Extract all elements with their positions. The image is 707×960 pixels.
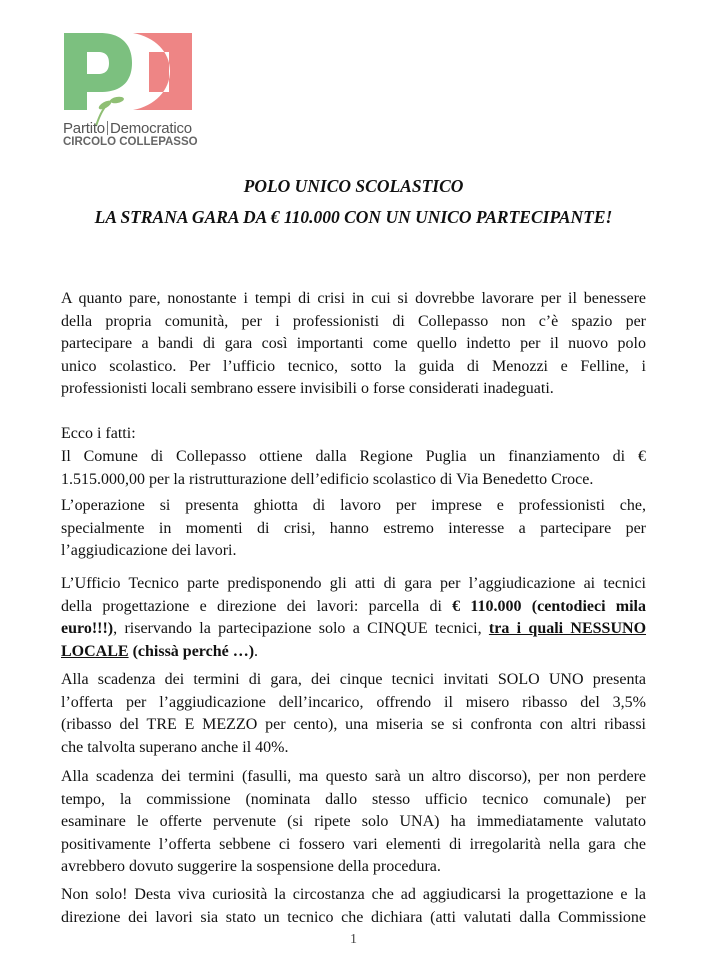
paragraph-financing <box>61 446 646 491</box>
text-line: l’offerta per l’aggiudicazione dell’incarico, offrendo il misero ribasso del 3,5% <box>61 693 646 711</box>
text-line: specialmente in momenti di crisi, hanno estremo interesse a partecipare per <box>61 519 646 537</box>
logo-party-name <box>63 120 192 137</box>
paragraph-operation <box>61 495 646 563</box>
text-line: L’operazione si presenta ghiotta di lavoro per imprese e professionisti che, <box>61 497 646 514</box>
text-line: della propria comunità, per i professionisti di Collepasso non c’è spazio per <box>61 312 646 330</box>
logo-party-name-2: Democratico <box>109 120 192 137</box>
text-line <box>61 596 646 619</box>
paragraph-intro <box>61 288 646 401</box>
logo-circle-name: CIRCOLO COLLEPASSO <box>63 136 198 148</box>
text-line <box>61 618 646 641</box>
text-line: Alla scadenza dei termini di gara, dei cinque tecnici invitati SOLO UNO presenta <box>61 671 646 688</box>
text-line: unico scolastico. Per l’ufficio tecnico, sotto la guida di Menozzi e Felline, i <box>61 357 646 375</box>
paragraph-commission <box>61 766 646 879</box>
text-line: professionisti locali sembrano essere invisibili o forse considerati inadeguati. <box>61 380 554 397</box>
emphasis-no-local: tra i quali NESSUNO <box>488 620 647 637</box>
logo-d-shape <box>133 33 192 110</box>
paragraph-facts-heading <box>61 423 646 446</box>
paragraph-deadline <box>61 669 646 759</box>
text-line: 1.515.000,00 per la ristrutturazione dell’edificio scolastico di Via Benedetto Croce. <box>61 470 594 488</box>
text-line: che talvolta superano anche il 40%. <box>61 738 289 756</box>
text-line <box>61 641 646 664</box>
document-title: POLO UNICO SCOLASTICO <box>243 176 464 196</box>
fee-amount-end: euro!!!) <box>61 620 114 637</box>
text-line: tempo, la commissione (nominata dallo stesso ufficio tecnico comunale) per <box>61 790 646 808</box>
text-line: partecipare a bandi di gara così importanti come quello indetto per il nuovo polo <box>61 335 646 352</box>
text-line: A quanto pare, nonostante i tempi di crisi in cui si dovrebbe lavorare per il benessere <box>61 290 646 307</box>
text-line: Ecco i fatti: <box>61 425 136 442</box>
emphasis-why: (chissà perché …) <box>128 642 255 660</box>
text-line: positivamente l’offerta sebbene ci fossero vari elementi di irregolarità nella gara che <box>61 835 646 853</box>
text-run: , riservando la partecipazione solo a CINQUE tecnici, <box>113 620 489 637</box>
text-line: (ribasso del TRE E MEZZO per cento), una miseria se si confronta con altri ribassi <box>61 716 646 733</box>
text-line: Alla scadenza dei termini (fasulli, ma questo sarà un altro discorso), per non perdere <box>61 768 646 785</box>
logo-separator <box>107 121 108 135</box>
text-line: avrebbero dovuto suggerire la sospensione della procedura. <box>61 858 441 875</box>
emphasis-local: LOCALE <box>61 642 129 660</box>
paragraph-technical-office <box>61 573 646 663</box>
text-run: della progettazione e direzione dei lavori: parcella di <box>61 597 453 615</box>
text-line: direzione dei lavori sia stato un tecnico che dichiara (atti valutati dalla Commissione <box>61 908 646 926</box>
page-number: 1 <box>350 932 357 947</box>
text-line: esaminare le offerte pervenute (si ripete solo UNA) ha immediatamente valutato <box>61 813 646 830</box>
document-subtitle: LA STRANA GARA DA € 110.000 CON UN UNICO PARTECIPANTE! <box>94 207 613 227</box>
text-line: l’aggiudicazione dei lavori. <box>61 542 237 559</box>
olive-leaf-icon <box>110 96 125 104</box>
text-line: Il Comune di Collepasso ottiene dalla Regione Puglia un finanziamento di € <box>61 448 646 465</box>
text-line: Non solo! Desta viva curiosità la circostanza che ad aggiudicarsi la progettazione e la <box>61 886 646 903</box>
logo-party-name-1: Partito <box>63 120 105 137</box>
text-line: L’Ufficio Tecnico parte predisponendo gli atti di gara per l’aggiudicazione ai tecnici <box>61 575 646 592</box>
text-run: . <box>254 642 259 660</box>
fee-amount: € 110.000 (centodieci mila <box>452 597 647 615</box>
paragraph-not-only <box>61 884 646 929</box>
